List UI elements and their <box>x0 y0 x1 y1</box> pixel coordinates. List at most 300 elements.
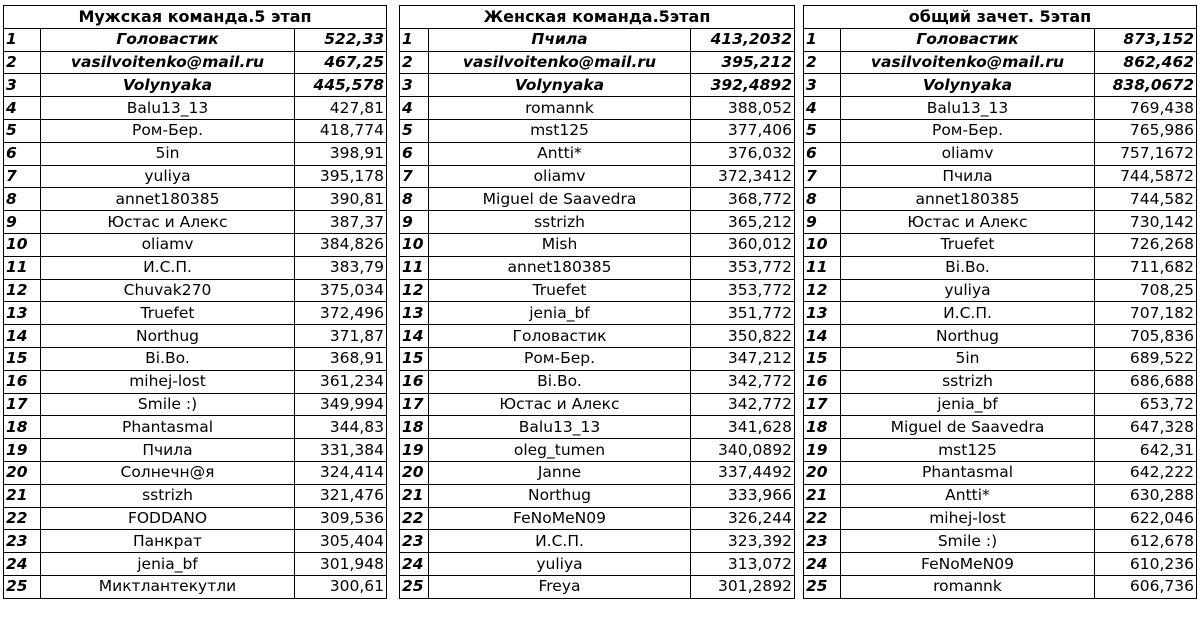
name-cell: Balu13_13 <box>841 97 1095 120</box>
table-row <box>804 97 1197 120</box>
name-cell: jenia_bf <box>41 553 295 576</box>
score-cell: 686,688 <box>1095 370 1197 393</box>
name-cell: yuliya <box>841 279 1095 302</box>
table-row <box>4 347 387 370</box>
rank-cell: 9 <box>400 211 429 234</box>
name-cell: Balu13_13 <box>429 416 691 439</box>
table-row <box>400 74 795 97</box>
score-cell: 522,33 <box>295 28 387 51</box>
rank-cell: 8 <box>4 188 41 211</box>
score-cell: 383,79 <box>295 256 387 279</box>
score-cell: 387,37 <box>295 211 387 234</box>
name-cell: sstrizh <box>41 484 295 507</box>
score-cell: 642,222 <box>1095 461 1197 484</box>
name-cell: FODDANO <box>41 507 295 530</box>
table-row <box>400 439 795 462</box>
table-row <box>804 188 1197 211</box>
rank-cell: 16 <box>804 370 841 393</box>
total-standings-table <box>803 5 1197 599</box>
table-row <box>400 97 795 120</box>
table-row <box>804 325 1197 348</box>
table-row <box>4 553 387 576</box>
name-cell: mst125 <box>841 439 1095 462</box>
rank-cell: 3 <box>400 74 429 97</box>
name-cell: Юстас и Алекс <box>41 211 295 234</box>
rank-cell: 11 <box>804 256 841 279</box>
table-row <box>804 530 1197 553</box>
name-cell: Пчила <box>841 165 1095 188</box>
name-cell: Antti* <box>841 484 1095 507</box>
table-row <box>400 233 795 256</box>
name-cell: И.С.П. <box>429 530 691 553</box>
rank-cell: 25 <box>4 575 41 598</box>
score-cell: 445,578 <box>295 74 387 97</box>
rank-cell: 21 <box>4 484 41 507</box>
score-cell: 606,736 <box>1095 575 1197 598</box>
name-cell: Bi.Bo. <box>429 370 691 393</box>
score-cell: 630,288 <box>1095 484 1197 507</box>
table-row <box>804 28 1197 51</box>
table-row <box>400 119 795 142</box>
rank-cell: 17 <box>400 393 429 416</box>
score-cell: 375,034 <box>295 279 387 302</box>
score-cell: 360,012 <box>691 233 795 256</box>
rank-cell: 25 <box>400 575 429 598</box>
rank-cell: 14 <box>804 325 841 348</box>
name-cell: oliamv <box>429 165 691 188</box>
rank-cell: 21 <box>804 484 841 507</box>
name-cell: yuliya <box>429 553 691 576</box>
score-cell: 351,772 <box>691 302 795 325</box>
table-row <box>400 256 795 279</box>
table-row <box>804 439 1197 462</box>
name-cell: Миктлантекутли <box>41 575 295 598</box>
score-cell: 726,268 <box>1095 233 1197 256</box>
score-cell: 372,496 <box>295 302 387 325</box>
table-row <box>804 461 1197 484</box>
name-cell: Chuvak270 <box>41 279 295 302</box>
name-cell: Phantasmal <box>41 416 295 439</box>
table-row <box>4 461 387 484</box>
name-cell: И.С.П. <box>841 302 1095 325</box>
score-cell: 353,772 <box>691 279 795 302</box>
name-cell: Mish <box>429 233 691 256</box>
table-row <box>4 393 387 416</box>
rank-cell: 1 <box>4 28 41 51</box>
name-cell: Smile :) <box>841 530 1095 553</box>
score-cell: 361,234 <box>295 370 387 393</box>
table-header-row <box>4 6 387 29</box>
rank-cell: 24 <box>804 553 841 576</box>
score-cell: 413,2032 <box>691 28 795 51</box>
name-cell: Bi.Bo. <box>41 347 295 370</box>
rank-cell: 4 <box>400 97 429 120</box>
rank-cell: 1 <box>400 28 429 51</box>
rank-cell: 19 <box>400 439 429 462</box>
rank-cell: 23 <box>804 530 841 553</box>
name-cell: Smile :) <box>41 393 295 416</box>
table-row <box>400 28 795 51</box>
table-row <box>400 165 795 188</box>
rank-cell: 2 <box>400 51 429 74</box>
table-row <box>804 302 1197 325</box>
score-cell: 301,948 <box>295 553 387 576</box>
rank-cell: 11 <box>4 256 41 279</box>
rank-cell: 16 <box>400 370 429 393</box>
table-row <box>4 416 387 439</box>
rank-cell: 17 <box>804 393 841 416</box>
table-row <box>804 256 1197 279</box>
table-header-row <box>400 6 795 29</box>
score-cell: 642,31 <box>1095 439 1197 462</box>
table-row <box>4 439 387 462</box>
rank-cell: 12 <box>804 279 841 302</box>
score-cell: 337,4492 <box>691 461 795 484</box>
score-cell: 313,072 <box>691 553 795 576</box>
score-cell: 301,2892 <box>691 575 795 598</box>
table-row <box>400 211 795 234</box>
score-cell: 612,678 <box>1095 530 1197 553</box>
name-cell: Ром-Бер. <box>841 119 1095 142</box>
rank-cell: 20 <box>804 461 841 484</box>
table-row <box>804 51 1197 74</box>
name-cell: mst125 <box>429 119 691 142</box>
score-cell: 653,72 <box>1095 393 1197 416</box>
name-cell: Головастик <box>429 325 691 348</box>
name-cell: Phantasmal <box>841 461 1095 484</box>
name-cell: Ром-Бер. <box>429 347 691 370</box>
name-cell: Пчила <box>429 28 691 51</box>
table-row <box>804 575 1197 598</box>
score-cell: 353,772 <box>691 256 795 279</box>
score-cell: 711,682 <box>1095 256 1197 279</box>
score-cell: 347,212 <box>691 347 795 370</box>
score-cell: 324,414 <box>295 461 387 484</box>
score-cell: 344,83 <box>295 416 387 439</box>
table-row <box>400 279 795 302</box>
rank-cell: 19 <box>804 439 841 462</box>
table-title: Мужская команда.5 этап <box>4 6 387 29</box>
name-cell: annet180385 <box>841 188 1095 211</box>
rank-cell: 12 <box>4 279 41 302</box>
score-cell: 390,81 <box>295 188 387 211</box>
name-cell: Bi.Bo. <box>841 256 1095 279</box>
rank-cell: 18 <box>4 416 41 439</box>
name-cell: Солнечн@я <box>41 461 295 484</box>
score-cell: 418,774 <box>295 119 387 142</box>
women-standings-table <box>399 5 795 599</box>
rank-cell: 5 <box>400 119 429 142</box>
score-cell: 765,986 <box>1095 119 1197 142</box>
table-title: общий зачет. 5этап <box>804 6 1197 29</box>
score-cell: 392,4892 <box>691 74 795 97</box>
name-cell: Janne <box>429 461 691 484</box>
name-cell: Truefet <box>841 233 1095 256</box>
table-row <box>4 325 387 348</box>
name-cell: Balu13_13 <box>41 97 295 120</box>
table-row <box>400 51 795 74</box>
table-row <box>804 233 1197 256</box>
rank-cell: 9 <box>804 211 841 234</box>
table-row <box>4 233 387 256</box>
rank-cell: 24 <box>4 553 41 576</box>
rank-cell: 7 <box>400 165 429 188</box>
name-cell: Пчила <box>41 439 295 462</box>
score-cell: 622,046 <box>1095 507 1197 530</box>
name-cell: oliamv <box>841 142 1095 165</box>
table-row <box>400 575 795 598</box>
table-row <box>4 74 387 97</box>
score-cell: 309,536 <box>295 507 387 530</box>
name-cell: Ром-Бер. <box>41 119 295 142</box>
name-cell: mihej-lost <box>841 507 1095 530</box>
score-cell: 388,052 <box>691 97 795 120</box>
table-header-row <box>804 6 1197 29</box>
rank-cell: 3 <box>4 74 41 97</box>
name-cell: oleg_tumen <box>429 439 691 462</box>
name-cell: Miguel de Saavedra <box>429 188 691 211</box>
score-cell: 707,182 <box>1095 302 1197 325</box>
rank-cell: 6 <box>400 142 429 165</box>
score-cell: 368,772 <box>691 188 795 211</box>
rank-cell: 22 <box>4 507 41 530</box>
name-cell: jenia_bf <box>841 393 1095 416</box>
rank-cell: 23 <box>4 530 41 553</box>
table-row <box>804 347 1197 370</box>
score-cell: 333,966 <box>691 484 795 507</box>
score-cell: 372,3412 <box>691 165 795 188</box>
score-cell: 610,236 <box>1095 553 1197 576</box>
table-row <box>400 530 795 553</box>
table-row <box>400 461 795 484</box>
table-row <box>804 211 1197 234</box>
rank-cell: 10 <box>804 233 841 256</box>
score-cell: 838,0672 <box>1095 74 1197 97</box>
rank-cell: 3 <box>804 74 841 97</box>
rank-cell: 21 <box>400 484 429 507</box>
score-cell: 349,994 <box>295 393 387 416</box>
name-cell: vasilvoitenko@mail.ru <box>41 51 295 74</box>
rank-cell: 4 <box>4 97 41 120</box>
table-row <box>804 416 1197 439</box>
score-cell: 862,462 <box>1095 51 1197 74</box>
score-cell: 376,032 <box>691 142 795 165</box>
table-row <box>804 279 1197 302</box>
name-cell: И.С.П. <box>41 256 295 279</box>
name-cell: Northug <box>41 325 295 348</box>
score-cell: 705,836 <box>1095 325 1197 348</box>
score-cell: 427,81 <box>295 97 387 120</box>
rank-cell: 16 <box>4 370 41 393</box>
score-cell: 342,772 <box>691 393 795 416</box>
table-row <box>4 370 387 393</box>
score-cell: 305,404 <box>295 530 387 553</box>
table-row <box>804 142 1197 165</box>
rank-cell: 18 <box>804 416 841 439</box>
table-row <box>4 28 387 51</box>
score-cell: 331,384 <box>295 439 387 462</box>
table-row <box>804 370 1197 393</box>
rank-cell: 11 <box>400 256 429 279</box>
name-cell: Northug <box>429 484 691 507</box>
rank-cell: 6 <box>804 142 841 165</box>
table-row <box>804 484 1197 507</box>
table-row <box>4 51 387 74</box>
rank-cell: 20 <box>4 461 41 484</box>
name-cell: Volynyaka <box>41 74 295 97</box>
name-cell: Truefet <box>41 302 295 325</box>
rank-cell: 8 <box>400 188 429 211</box>
score-cell: 321,476 <box>295 484 387 507</box>
name-cell: mihej-lost <box>41 370 295 393</box>
name-cell: annet180385 <box>41 188 295 211</box>
table-row <box>4 302 387 325</box>
rank-cell: 15 <box>4 347 41 370</box>
table-row <box>4 119 387 142</box>
name-cell: Головастик <box>841 28 1095 51</box>
name-cell: jenia_bf <box>429 302 691 325</box>
rank-cell: 9 <box>4 211 41 234</box>
rank-cell: 14 <box>4 325 41 348</box>
table-row <box>4 211 387 234</box>
table-row <box>804 553 1197 576</box>
name-cell: Volynyaka <box>429 74 691 97</box>
score-cell: 744,582 <box>1095 188 1197 211</box>
name-cell: vasilvoitenko@mail.ru <box>429 51 691 74</box>
table-row <box>4 279 387 302</box>
rank-cell: 19 <box>4 439 41 462</box>
score-cell: 326,244 <box>691 507 795 530</box>
rank-cell: 2 <box>4 51 41 74</box>
rank-cell: 2 <box>804 51 841 74</box>
table-row <box>4 530 387 553</box>
rank-cell: 4 <box>804 97 841 120</box>
rank-cell: 13 <box>4 302 41 325</box>
name-cell: Юстас и Алекс <box>429 393 691 416</box>
rank-cell: 8 <box>804 188 841 211</box>
rank-cell: 14 <box>400 325 429 348</box>
name-cell: romannk <box>841 575 1095 598</box>
name-cell: vasilvoitenko@mail.ru <box>841 51 1095 74</box>
table-row <box>400 484 795 507</box>
score-cell: 769,438 <box>1095 97 1197 120</box>
rank-cell: 6 <box>4 142 41 165</box>
score-cell: 744,5872 <box>1095 165 1197 188</box>
table-row <box>400 302 795 325</box>
score-cell: 395,178 <box>295 165 387 188</box>
name-cell: Volynyaka <box>841 74 1095 97</box>
rank-cell: 13 <box>400 302 429 325</box>
rank-cell: 22 <box>400 507 429 530</box>
name-cell: oliamv <box>41 233 295 256</box>
men-standings-table <box>3 5 387 599</box>
table-row <box>400 188 795 211</box>
name-cell: 5in <box>41 142 295 165</box>
table-row <box>400 142 795 165</box>
rank-cell: 15 <box>400 347 429 370</box>
rank-cell: 12 <box>400 279 429 302</box>
table-row <box>804 74 1197 97</box>
table-row <box>4 575 387 598</box>
score-cell: 341,628 <box>691 416 795 439</box>
table-row <box>400 507 795 530</box>
score-cell: 730,142 <box>1095 211 1197 234</box>
name-cell: Freya <box>429 575 691 598</box>
score-cell: 398,91 <box>295 142 387 165</box>
table-row <box>400 393 795 416</box>
score-cell: 384,826 <box>295 233 387 256</box>
score-cell: 340,0892 <box>691 439 795 462</box>
name-cell: FeNoMeN09 <box>429 507 691 530</box>
table-row <box>4 484 387 507</box>
rank-cell: 7 <box>4 165 41 188</box>
score-cell: 689,522 <box>1095 347 1197 370</box>
table-title: Женская команда.5этап <box>400 6 795 29</box>
table-row <box>4 97 387 120</box>
name-cell: sstrizh <box>841 370 1095 393</box>
score-cell: 377,406 <box>691 119 795 142</box>
name-cell: yuliya <box>41 165 295 188</box>
table-row <box>4 256 387 279</box>
rank-cell: 24 <box>400 553 429 576</box>
rank-cell: 23 <box>400 530 429 553</box>
table-row <box>400 370 795 393</box>
table-row <box>400 325 795 348</box>
table-row <box>4 188 387 211</box>
table-row <box>804 119 1197 142</box>
name-cell: Панкрат <box>41 530 295 553</box>
rank-cell: 17 <box>4 393 41 416</box>
score-cell: 368,91 <box>295 347 387 370</box>
table-row <box>400 416 795 439</box>
rank-cell: 10 <box>4 233 41 256</box>
rank-cell: 5 <box>804 119 841 142</box>
table-row <box>804 165 1197 188</box>
table-row <box>4 507 387 530</box>
rank-cell: 20 <box>400 461 429 484</box>
score-cell: 708,25 <box>1095 279 1197 302</box>
name-cell: Головастик <box>41 28 295 51</box>
score-cell: 757,1672 <box>1095 142 1197 165</box>
rank-cell: 5 <box>4 119 41 142</box>
score-cell: 323,392 <box>691 530 795 553</box>
table-row <box>804 507 1197 530</box>
name-cell: Truefet <box>429 279 691 302</box>
name-cell: romannk <box>429 97 691 120</box>
score-cell: 467,25 <box>295 51 387 74</box>
name-cell: FeNoMeN09 <box>841 553 1095 576</box>
score-cell: 350,822 <box>691 325 795 348</box>
rank-cell: 7 <box>804 165 841 188</box>
rank-cell: 25 <box>804 575 841 598</box>
name-cell: Юстас и Алекс <box>841 211 1095 234</box>
table-row <box>400 553 795 576</box>
rank-cell: 22 <box>804 507 841 530</box>
rank-cell: 18 <box>400 416 429 439</box>
score-cell: 371,87 <box>295 325 387 348</box>
score-cell: 365,212 <box>691 211 795 234</box>
name-cell: 5in <box>841 347 1095 370</box>
rank-cell: 15 <box>804 347 841 370</box>
score-cell: 873,152 <box>1095 28 1197 51</box>
table-row <box>4 142 387 165</box>
table-row <box>400 347 795 370</box>
rank-cell: 1 <box>804 28 841 51</box>
name-cell: Antti* <box>429 142 691 165</box>
name-cell: sstrizh <box>429 211 691 234</box>
score-cell: 395,212 <box>691 51 795 74</box>
name-cell: Northug <box>841 325 1095 348</box>
